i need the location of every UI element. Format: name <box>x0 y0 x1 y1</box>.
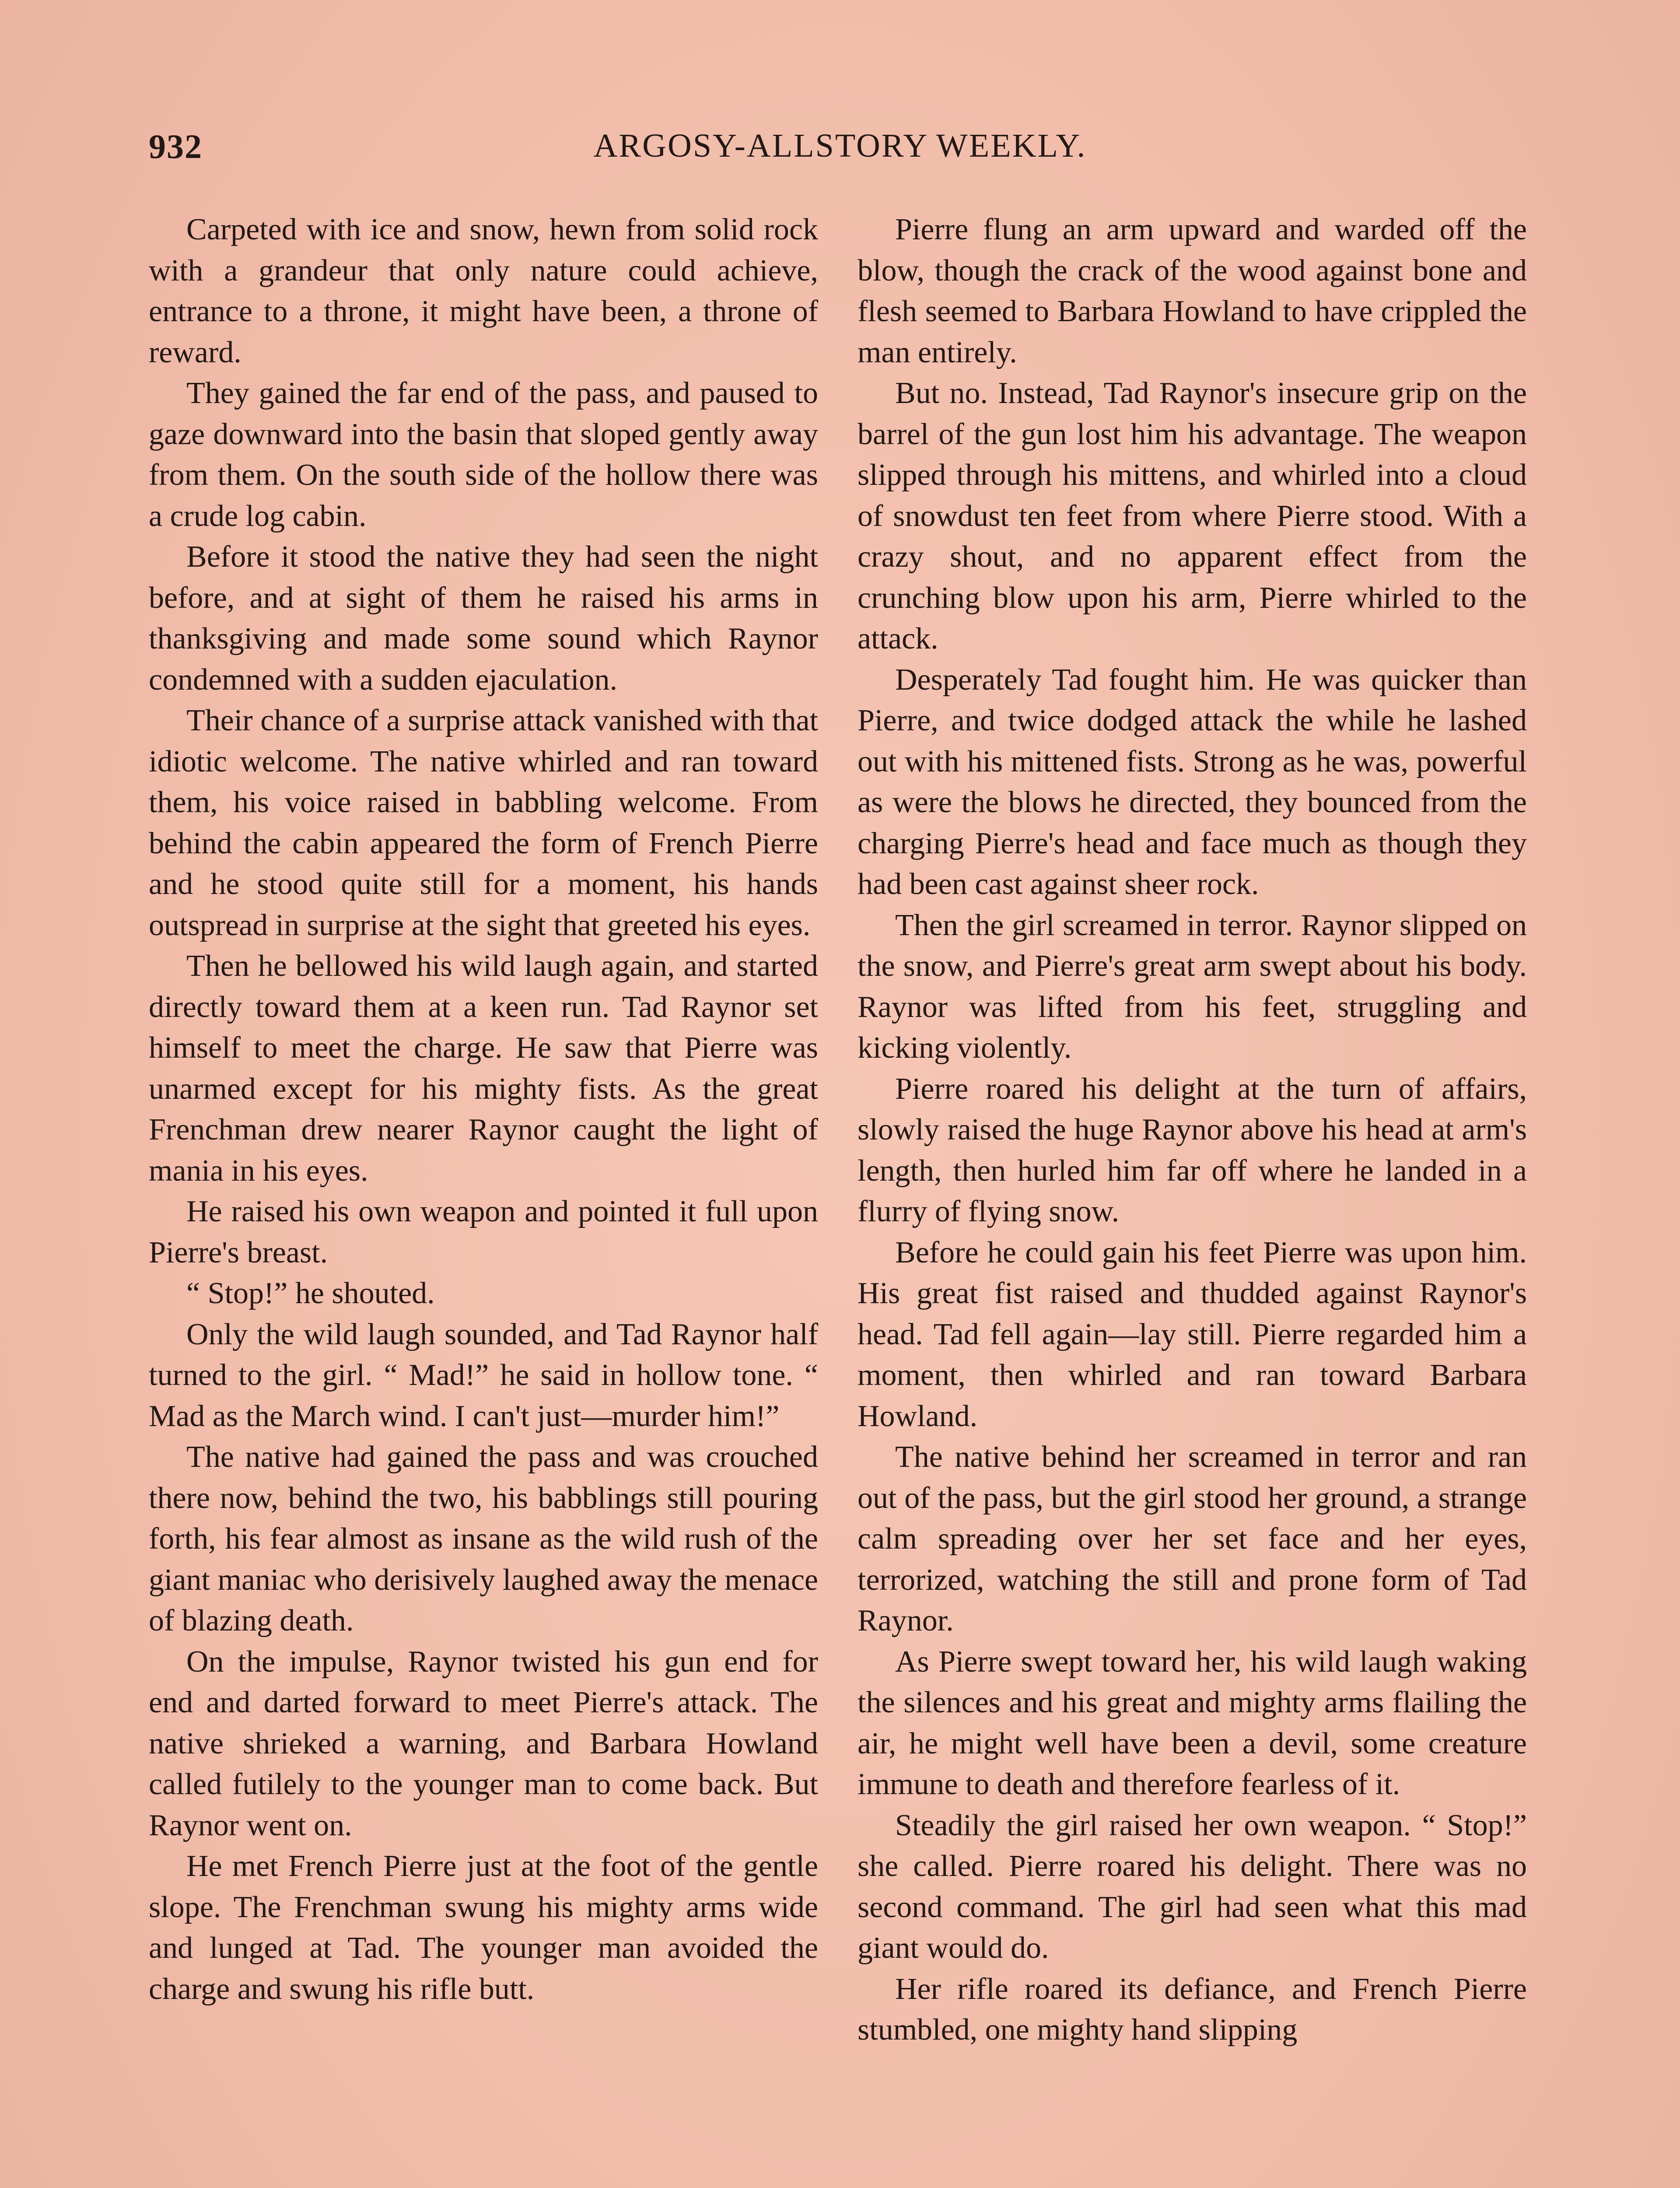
page-number: 932 <box>149 127 203 165</box>
running-head: ARGOSY-ALLSTORY WEEKLY. <box>593 127 1087 164</box>
paragraph: The native behind her screamed in terror and ran out of the pass, but the girl stood her ground, a strange calm spreading over her set face and her eyes, terrorized, watching the still and prone form of Tad Raynor. <box>858 1440 1527 1637</box>
paragraph: Steadily the girl raised her own weapon. “ Stop!” she called. Pierre roared his delight. There was no second command. The girl had seen what this mad giant would do. <box>858 1808 1527 1965</box>
right-column <box>858 209 1527 2051</box>
paragraph: He met French Pierre just at the foot of the gentle slope. The Frenchman swung his mighty arms wide and lunged at Tad. The younger man avoided the charge and swung his rifle butt. <box>149 1849 818 2006</box>
paragraph: They gained the far end of the pass, and paused to gaze downward into the basin that sloped gently away from them. On the south side of the hollow there was a crude log cabin. <box>149 376 818 533</box>
paragraph: Then the girl screamed in terror. Raynor slipped on the snow, and Pierre's great arm swept about his body. Raynor was lifted from his feet, struggling and kicking violently. <box>858 908 1527 1065</box>
paragraph: On the impulse, Raynor twisted his gun end for end and darted forward to meet Pierre's attack. The native shrieked a warning, and Barbara Howland called futilely to the younger man to come back. But Raynor went on. <box>149 1645 818 1842</box>
paragraph: Then he bellowed his wild laugh again, and started directly toward them at a keen run. Tad Raynor set himself to meet the charge. He saw that Pierre was unarmed except for his mighty fists. As the great Frenchman drew nearer Raynor caught the light of mania in his eyes. <box>149 949 818 1188</box>
paragraph: The native had gained the pass and was crouched there now, behind the two, his babblings still pouring forth, his fear almost as insane as the wild rush of the giant maniac who derisively laughed away the menace of blazing death. <box>149 1440 818 1637</box>
paragraph: Carpeted with ice and snow, hewn from solid rock with a grandeur that only nature could achieve, entrance to a throne, it might have been, a throne of reward. <box>149 213 818 369</box>
paragraph: “ Stop!” he shouted. <box>186 1276 435 1310</box>
left-column <box>149 209 818 2009</box>
paragraph: As Pierre swept toward her, his wild laugh waking the silences and his great and mighty arms flailing the air, he might well have been a devil, some creature immune to death and therefore fearless of it. <box>858 1645 1527 1801</box>
paragraph: But no. Instead, Tad Raynor's insecure grip on the barrel of the gun lost him his advantage. The weapon slipped through his mittens, and whirled into a cloud of snowdust ten feet from where Pierre stood. With a crazy shout, and no apparent effect from the crunching blow upon his arm, Pierre whirled to the attack. <box>858 376 1527 656</box>
paragraph: Her rifle roared its defiance, and French Pierre stumbled, one mighty hand slipping <box>858 1972 1527 2047</box>
paragraph: Pierre flung an arm upward and warded off the blow, though the crack of the wood against bone and flesh seemed to Barbara Howland to have crippled the man entirely. <box>858 213 1527 369</box>
page-header <box>149 127 1531 175</box>
paragraph: He raised his own weapon and pointed it full upon Pierre's breast. <box>149 1195 818 1269</box>
paragraph: Only the wild laugh sounded, and Tad Raynor half turned to the girl. “ Mad!” he said in hollow tone. “ Mad as the March wind. I can't just—murder him!” <box>149 1317 818 1433</box>
paragraph: Before he could gain his feet Pierre was upon him. His great fist raised and thudded against Raynor's head. Tad fell again—lay still. Pierre regarded him a moment, then whirled and ran toward Barbara Howland. <box>858 1235 1527 1433</box>
paragraph: Before it stood the native they had seen the night before, and at sight of them he raised his arms in thanksgiving and made some sound which Raynor condemned with a sudden ejaculation. <box>149 540 818 697</box>
paragraph: Pierre roared his delight at the turn of affairs, slowly raised the huge Raynor above his head at arm's length, then hurled him far off where he landed in a flurry of flying snow. <box>858 1072 1527 1228</box>
paragraph: Their chance of a surprise attack vanished with that idiotic welcome. The native whirled and ran toward them, his voice raised in babbling welcome. From behind the cabin appeared the form of French Pierre and he stood quite still for a moment, his hands outspread in surprise at the sight that greeted his eyes. <box>149 704 818 942</box>
paragraph: Desperately Tad fought him. He was quicker than Pierre, and twice dodged attack the while he lashed out with his mittened fists. Strong as he was, powerful as were the blows he directed, they bounced from the charging Pierre's head and face much as though they had been cast against sheer rock. <box>858 663 1527 901</box>
